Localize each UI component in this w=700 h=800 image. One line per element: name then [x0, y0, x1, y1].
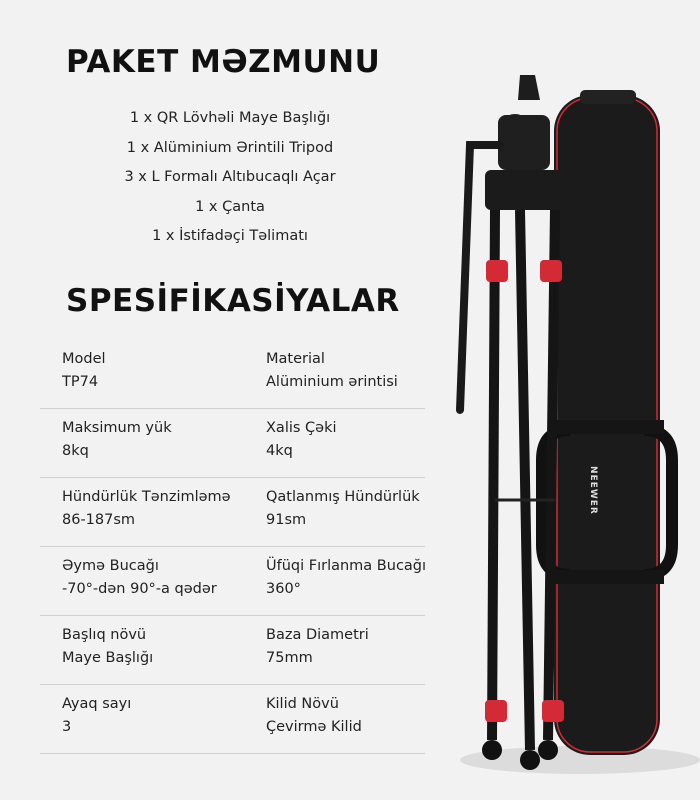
- tripod-leg-right: [548, 210, 555, 740]
- flip-lock: [486, 260, 508, 282]
- spec-cell: [62, 555, 257, 601]
- spec-row: [40, 478, 425, 547]
- spec-cell: [62, 693, 257, 739]
- specifications-table: [40, 340, 425, 754]
- bag-end-cap: [580, 90, 636, 104]
- spec-label: Model: [62, 351, 106, 367]
- flip-lock: [540, 260, 562, 282]
- spec-label: Maksimum yük: [62, 420, 172, 436]
- spec-value: 91sm: [266, 512, 307, 528]
- spec-label: Üfüqi Fırlanma Bucağı: [266, 558, 427, 574]
- spec-value: 75mm: [266, 650, 313, 666]
- spec-value: Çevirmə Kilid: [266, 719, 362, 735]
- tripod-foot: [482, 740, 502, 760]
- tripod-leg-left: [492, 210, 495, 740]
- spec-label: Xalis Çəki: [266, 420, 337, 436]
- package-item: 1 x QR Lövhəli Maye Başlığı: [129, 110, 331, 126]
- spec-label: Material: [266, 351, 325, 367]
- tripod-foot: [538, 740, 558, 760]
- spec-cell: [62, 417, 257, 463]
- specifications-title: SPESİFİKASİYALAR: [66, 283, 400, 319]
- spec-label: Ayaq sayı: [62, 696, 132, 712]
- spec-row: [40, 340, 425, 409]
- fluid-head-body: [498, 115, 550, 170]
- package-contents-title: PAKET MƏZMUNU: [66, 44, 381, 80]
- flip-lock: [542, 700, 564, 722]
- fluid-head-top: [518, 75, 540, 100]
- spec-label: Başlıq növü: [62, 627, 147, 643]
- spec-value: 4kq: [266, 443, 293, 459]
- spec-value: Alüminium ərintisi: [266, 374, 398, 390]
- tripod-spider: [485, 170, 565, 210]
- spec-row: [40, 409, 425, 478]
- tripod-and-bag-illustration: [430, 60, 700, 800]
- spec-value: Maye Başlığı: [62, 650, 154, 666]
- spec-label: Hündürlük Tənzimləmə: [62, 489, 231, 505]
- bag-strap: [550, 570, 664, 584]
- spec-value: TP74: [62, 374, 99, 390]
- spec-value: 8kq: [62, 443, 89, 459]
- spec-cell: [62, 486, 257, 532]
- tripod-foot: [520, 750, 540, 770]
- spec-row: [40, 685, 425, 754]
- spec-value: 86-187sm: [62, 512, 136, 528]
- package-item: 1 x Alüminium Ərintili Tripod: [126, 139, 334, 156]
- spec-label: Kilid Növü: [266, 696, 339, 712]
- spec-label: Baza Diametri: [266, 627, 369, 643]
- spec-value: -70°-dən 90°-a qədər: [62, 581, 217, 597]
- spec-row: [40, 547, 425, 616]
- spec-cell: [62, 348, 257, 394]
- spec-label: Əymə Bucağı: [62, 558, 159, 574]
- spec-label: Qatlanmış Hündürlük: [266, 489, 420, 505]
- spec-row: [40, 616, 425, 685]
- spec-value: 3: [62, 719, 72, 735]
- flip-lock: [485, 700, 507, 722]
- package-item: 1 x İstifadəçi Təlimatı: [152, 228, 308, 244]
- package-contents-list: [40, 104, 420, 252]
- package-item: 3 x L Formalı Altıbucaqlı Açar: [124, 169, 336, 185]
- bag-strap: [550, 420, 664, 434]
- tripod-leg-center: [520, 210, 530, 750]
- bag-brand-label: NEEWER: [588, 466, 598, 515]
- spec-cell: [62, 624, 257, 670]
- spec-value: 360°: [266, 581, 301, 597]
- product-image: [430, 60, 700, 800]
- package-item: 1 x Çanta: [195, 198, 265, 215]
